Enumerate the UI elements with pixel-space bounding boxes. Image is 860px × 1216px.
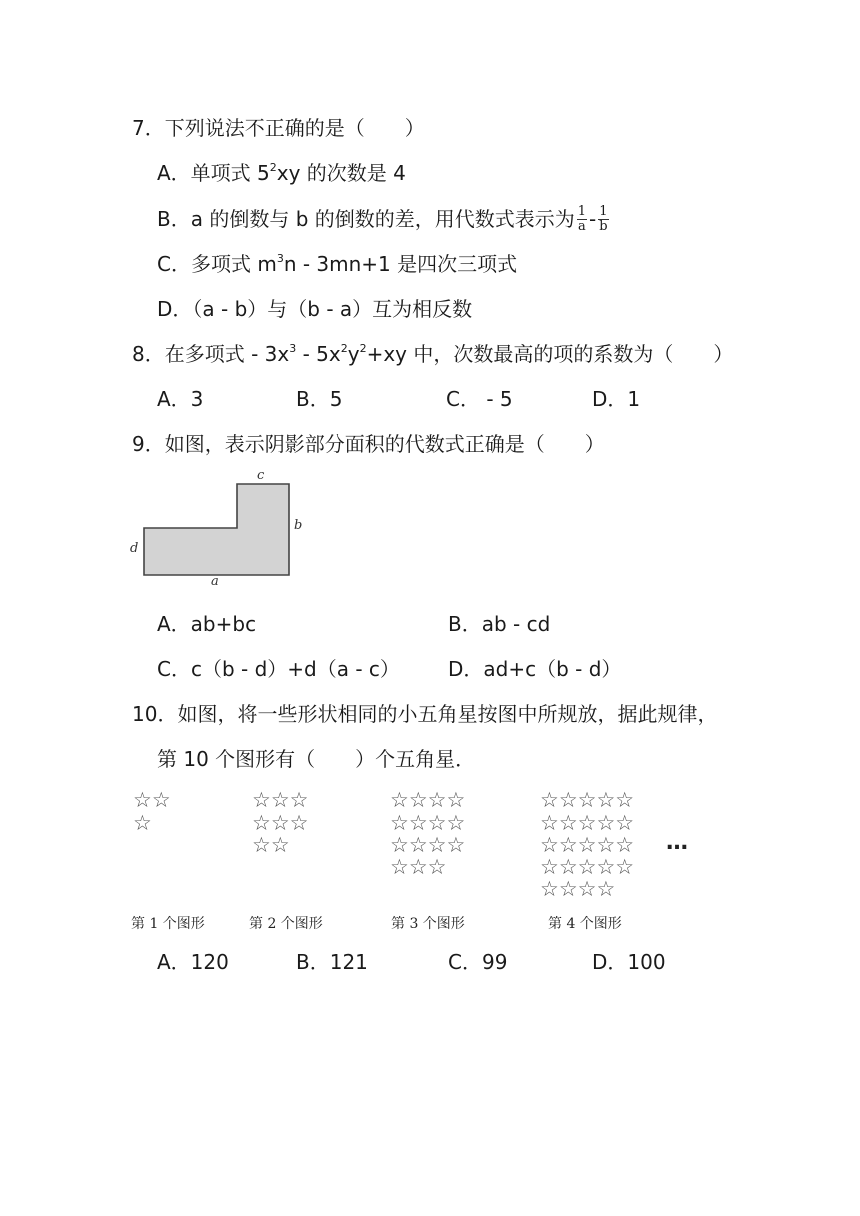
q8-option-a: A．3 xyxy=(157,387,204,411)
shaded-region xyxy=(144,484,289,575)
star-row: ☆☆☆☆☆ xyxy=(540,855,635,879)
ellipsis-icon: … xyxy=(666,830,688,855)
q7-option-b-minus: - xyxy=(589,207,597,231)
q9-option-d: D．ad+c（b - d） xyxy=(448,657,622,681)
star-row: ☆☆ xyxy=(252,833,290,857)
star-row: ☆☆☆☆ xyxy=(540,877,616,901)
q7-option-a-post: xy 的次数是 4 xyxy=(276,161,406,185)
fraction-2-numerator: 1 xyxy=(599,203,608,219)
q8-option-d: D．1 xyxy=(592,387,641,411)
q7-option-c-sup: 3 xyxy=(276,252,284,265)
star-row: ☆☆☆☆ xyxy=(390,788,466,812)
q8-stem-mid-2: y xyxy=(347,342,360,366)
q7-option-c-pre: C．多项式 m xyxy=(157,252,277,276)
fraction-1-over-a xyxy=(577,205,587,233)
figure-caption-2: 第 2 个图形 xyxy=(249,916,323,932)
q10-stem-line-2: 第 10 个图形有（ ）个五角星． xyxy=(157,747,476,771)
q8-stem-post: +xy 中，次数最高的项的系数为（ ） xyxy=(366,342,734,366)
q8-sup-2: 2 xyxy=(340,342,348,355)
star-row: ☆☆☆☆ xyxy=(390,811,466,835)
star-row: ☆☆☆☆☆ xyxy=(540,811,635,835)
figure-label-b: b xyxy=(294,518,303,533)
shaded-area-figure xyxy=(140,480,303,580)
q8-stem xyxy=(132,344,733,364)
figure-caption-4: 第 4 个图形 xyxy=(548,916,622,932)
q7-option-b xyxy=(157,200,611,238)
q7-option-a-sup: 2 xyxy=(269,161,277,174)
q7-option-a xyxy=(157,163,406,183)
fraction-2-denominator: b xyxy=(599,218,608,234)
q7-option-d: D．（a - b）与（b - a）互为相反数 xyxy=(157,297,473,321)
q8-sup-1: 3 xyxy=(289,342,297,355)
star-row: ☆☆☆☆☆ xyxy=(540,788,635,812)
q7-option-c-post: n - 3mn+1 是四次三项式 xyxy=(283,252,518,276)
star-row: ☆ xyxy=(133,811,152,835)
fraction-1-numerator: 1 xyxy=(577,203,587,219)
fraction-1-denominator: a xyxy=(578,218,586,234)
q10-option-b: B．121 xyxy=(296,950,368,974)
figure-caption-1: 第 1 个图形 xyxy=(131,916,205,932)
figure-caption-3: 第 3 个图形 xyxy=(391,916,465,932)
q8-option-c: C． - 5 xyxy=(446,387,513,411)
q10-stem-line-1: 10．如图，将一些形状相同的小五角星按图中所规放，据此规律， xyxy=(132,702,718,726)
fraction-1-over-b xyxy=(598,205,608,233)
q10-option-c: C．99 xyxy=(448,950,508,974)
q8-option-b: B．5 xyxy=(296,387,343,411)
q9-option-a: A．ab+bc xyxy=(157,612,257,636)
q8-stem-mid-1: - 5x xyxy=(296,342,341,366)
star-row: ☆☆☆ xyxy=(390,855,447,879)
q9-option-b: B．ab - cd xyxy=(448,612,551,636)
star-row: ☆☆☆☆ xyxy=(390,833,466,857)
star-row: ☆☆☆☆☆ xyxy=(540,833,635,857)
q10-option-d: D．100 xyxy=(592,950,666,974)
q10-option-a: A．120 xyxy=(157,950,229,974)
q9-option-c: C．c（b - d）+d（a - c） xyxy=(157,657,400,681)
q7-option-c xyxy=(157,254,517,274)
q9-stem: 9．如图，表示阴影部分面积的代数式正确是（ ） xyxy=(132,432,605,456)
star-row: ☆☆ xyxy=(133,788,171,812)
q8-sup-3: 2 xyxy=(359,342,367,355)
figure-label-c: c xyxy=(257,468,265,483)
star-row: ☆☆☆ xyxy=(252,788,309,812)
q7-option-b-text: B．a 的倒数与 b 的倒数的差，用代数式表示为 xyxy=(157,207,575,231)
star-row: ☆☆☆ xyxy=(252,811,309,835)
q8-stem-pre: 8．在多项式 - 3x xyxy=(132,342,290,366)
figure-label-a: a xyxy=(211,574,219,589)
q7-stem: 7．下列说法不正确的是（ ） xyxy=(132,116,425,140)
figure-label-d: d xyxy=(130,541,139,556)
q7-option-a-pre: A．单项式 5 xyxy=(157,161,270,185)
